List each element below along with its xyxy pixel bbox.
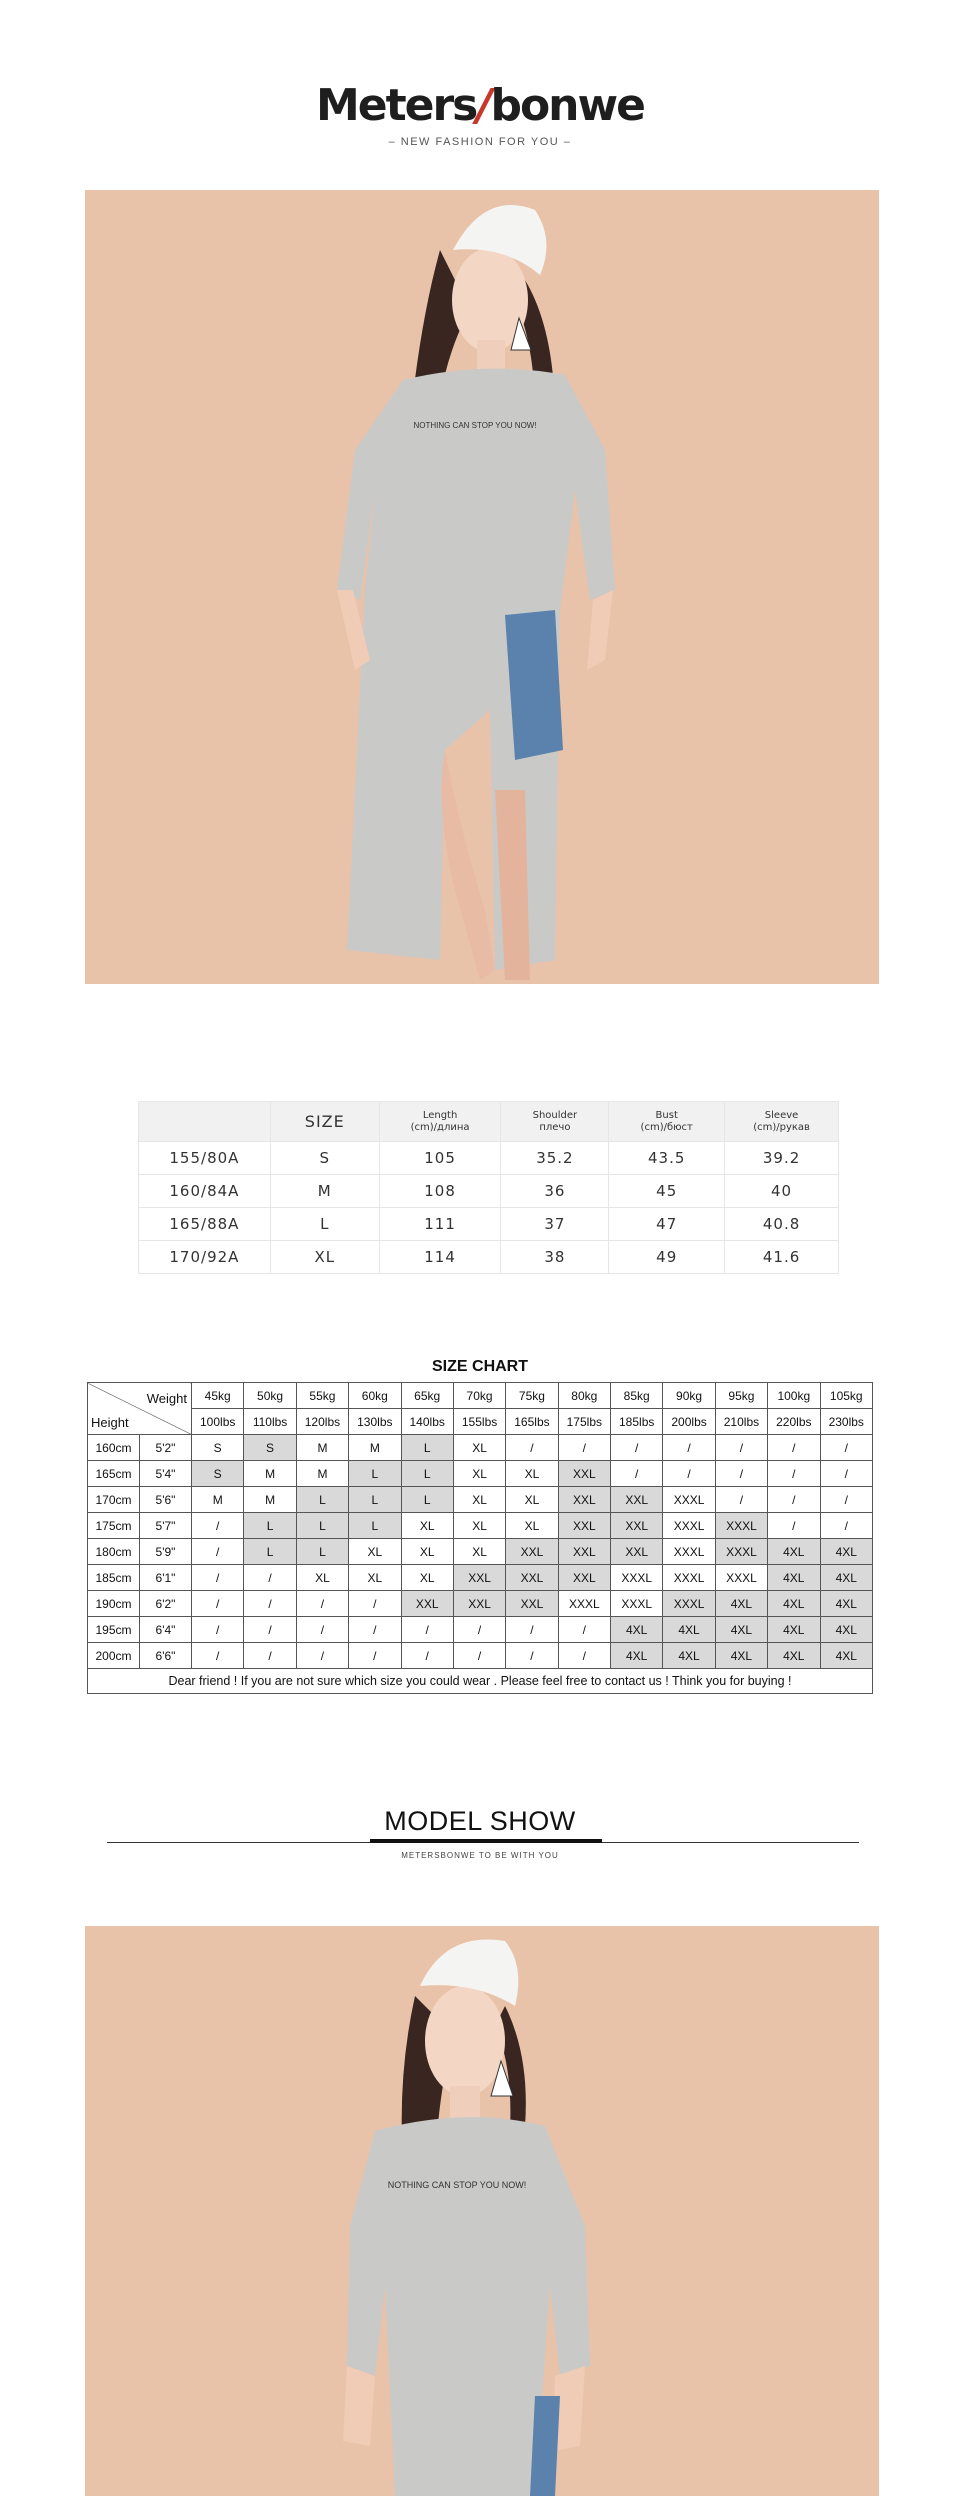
size-cell: XL [453, 1513, 505, 1539]
weight-kg-header: 55kg [296, 1383, 348, 1409]
size-cell: 4XL [820, 1643, 873, 1669]
size-chart-title: SIZE CHART [432, 1358, 528, 1375]
size-cell: / [506, 1617, 558, 1643]
cell-shoulder: 37 [501, 1208, 609, 1241]
size-cell: / [296, 1643, 348, 1669]
size-cell: XL [506, 1513, 558, 1539]
size-cell: / [820, 1513, 873, 1539]
size-cell: XL [401, 1565, 453, 1591]
weight-lbs-header: 165lbs [506, 1409, 558, 1435]
size-cell: L [244, 1539, 296, 1565]
table-row [88, 1643, 873, 1669]
table-row [88, 1539, 873, 1565]
size-cell: / [349, 1643, 401, 1669]
size-cell: / [715, 1435, 767, 1461]
size-cell: / [244, 1643, 296, 1669]
table-row [139, 1208, 839, 1241]
size-cell: / [506, 1435, 558, 1461]
size-cell: XL [401, 1539, 453, 1565]
measurement-table [138, 1101, 839, 1274]
cell-length: 114 [379, 1241, 501, 1274]
model-show-underline [370, 1839, 602, 1843]
height-label: Height [91, 1415, 129, 1430]
size-chart-kg-row [88, 1383, 873, 1409]
size-cell: XL [296, 1565, 348, 1591]
size-cell: M [349, 1435, 401, 1461]
size-cell: 4XL [768, 1617, 820, 1643]
height-ft-cell: 5'9" [140, 1539, 192, 1565]
size-cell: / [296, 1617, 348, 1643]
cell-model: 155/80A [139, 1142, 271, 1175]
size-cell: XXL [506, 1539, 558, 1565]
size-cell: 4XL [611, 1617, 663, 1643]
size-cell: XXXL [663, 1591, 715, 1617]
size-cell: XXXL [663, 1539, 715, 1565]
size-cell: 4XL [820, 1565, 873, 1591]
size-cell: XXL [558, 1461, 610, 1487]
cell-size: S [270, 1142, 379, 1175]
weight-kg-header: 70kg [453, 1383, 505, 1409]
size-cell: M [244, 1461, 296, 1487]
weight-kg-header: 60kg [349, 1383, 401, 1409]
cell-model: 170/92A [139, 1241, 271, 1274]
size-cell: / [296, 1591, 348, 1617]
size-cell: / [558, 1617, 610, 1643]
size-cell: / [715, 1487, 767, 1513]
cell-model: 160/84A [139, 1175, 271, 1208]
weight-lbs-header: 220lbs [768, 1409, 820, 1435]
height-cm-cell: 190cm [88, 1591, 140, 1617]
size-cell: / [244, 1617, 296, 1643]
weight-kg-header: 100kg [768, 1383, 820, 1409]
cell-length: 111 [379, 1208, 501, 1241]
size-cell: XXL [453, 1591, 505, 1617]
cell-bust: 43.5 [609, 1142, 725, 1175]
size-cell: / [192, 1643, 244, 1669]
height-ft-cell: 5'7" [140, 1513, 192, 1539]
size-cell: XXXL [558, 1591, 610, 1617]
size-cell: XXXL [715, 1539, 767, 1565]
size-cell: 4XL [768, 1643, 820, 1669]
size-cell: XXXL [715, 1565, 767, 1591]
size-cell: M [296, 1461, 348, 1487]
size-cell: / [244, 1591, 296, 1617]
table-row [139, 1241, 839, 1274]
height-cm-cell: 165cm [88, 1461, 140, 1487]
cell-shoulder: 38 [501, 1241, 609, 1274]
weight-kg-header: 95kg [715, 1383, 767, 1409]
cell-model: 165/88A [139, 1208, 271, 1241]
table-row [88, 1617, 873, 1643]
size-cell: / [192, 1591, 244, 1617]
table-row [88, 1435, 873, 1461]
header-cell-size: SIZE [270, 1102, 379, 1142]
size-cell: / [768, 1487, 820, 1513]
cell-length: 105 [379, 1142, 501, 1175]
size-cell: 4XL [663, 1643, 715, 1669]
model-show-subtitle: METERSBONWE TO BE WITH YOU [401, 1851, 559, 1860]
size-cell: XXL [611, 1539, 663, 1565]
size-chart-table [87, 1382, 873, 1694]
size-cell: XXXL [663, 1487, 715, 1513]
model-photo [85, 1926, 879, 2496]
size-cell: XXL [611, 1513, 663, 1539]
brand-logo[interactable] [0, 78, 960, 134]
cell-size: M [270, 1175, 379, 1208]
size-cell: 4XL [820, 1591, 873, 1617]
size-cell: 4XL [663, 1617, 715, 1643]
table-row [139, 1175, 839, 1208]
size-cell: / [244, 1565, 296, 1591]
size-cell: XXL [558, 1487, 610, 1513]
cell-bust: 45 [609, 1175, 725, 1208]
dress-print-text: NOTHING CAN STOP YOU NOW! [387, 2180, 527, 2190]
size-cell: S [192, 1461, 244, 1487]
size-cell: XL [453, 1435, 505, 1461]
header-cell-blank [139, 1102, 271, 1142]
weight-lbs-header: 175lbs [558, 1409, 610, 1435]
height-cm-cell: 200cm [88, 1643, 140, 1669]
height-ft-cell: 6'1" [140, 1565, 192, 1591]
size-chart-note-row [88, 1669, 873, 1694]
size-cell: / [768, 1435, 820, 1461]
size-cell: XXXL [663, 1513, 715, 1539]
size-cell: XXL [506, 1591, 558, 1617]
measurement-header-row [139, 1102, 839, 1142]
size-cell: M [244, 1487, 296, 1513]
size-cell: / [453, 1643, 505, 1669]
cell-bust: 47 [609, 1208, 725, 1241]
size-cell: XXXL [611, 1591, 663, 1617]
height-ft-cell: 6'6" [140, 1643, 192, 1669]
size-cell: / [820, 1461, 873, 1487]
size-cell: / [768, 1513, 820, 1539]
size-cell: / [558, 1435, 610, 1461]
size-cell: XXXL [715, 1513, 767, 1539]
dress-print-text: NOTHING CAN STOP YOU NOW! [413, 421, 537, 430]
size-cell: XXXL [663, 1565, 715, 1591]
size-cell: 4XL [768, 1539, 820, 1565]
size-cell: XL [401, 1513, 453, 1539]
weight-lbs-header: 210lbs [715, 1409, 767, 1435]
cell-sleeve: 40 [725, 1175, 839, 1208]
weight-lbs-header: 110lbs [244, 1409, 296, 1435]
logo-text-bonwe: bonwe [490, 80, 644, 131]
weight-kg-header: 50kg [244, 1383, 296, 1409]
weight-kg-header: 105kg [820, 1383, 873, 1409]
size-cell: L [349, 1487, 401, 1513]
size-cell: M [296, 1435, 348, 1461]
size-cell: L [401, 1461, 453, 1487]
height-cm-cell: 170cm [88, 1487, 140, 1513]
size-cell: L [296, 1487, 348, 1513]
size-cell: / [768, 1461, 820, 1487]
height-ft-cell: 5'4" [140, 1461, 192, 1487]
size-cell: XL [453, 1461, 505, 1487]
size-cell: / [820, 1487, 873, 1513]
size-cell: L [296, 1513, 348, 1539]
size-cell: L [401, 1435, 453, 1461]
size-cell: 4XL [715, 1643, 767, 1669]
cell-bust: 49 [609, 1241, 725, 1274]
weight-lbs-header: 130lbs [349, 1409, 401, 1435]
size-cell: / [453, 1617, 505, 1643]
table-row [88, 1487, 873, 1513]
size-cell: 4XL [820, 1539, 873, 1565]
size-cell: S [244, 1435, 296, 1461]
size-cell: / [349, 1591, 401, 1617]
size-cell: / [192, 1539, 244, 1565]
weight-kg-header: 75kg [506, 1383, 558, 1409]
size-cell: XXL [611, 1487, 663, 1513]
table-row [88, 1461, 873, 1487]
size-cell: XL [453, 1539, 505, 1565]
size-cell: XXL [453, 1565, 505, 1591]
size-cell: XL [349, 1539, 401, 1565]
size-cell: / [401, 1617, 453, 1643]
size-cell: L [401, 1487, 453, 1513]
size-cell: XXL [558, 1539, 610, 1565]
size-cell: 4XL [820, 1617, 873, 1643]
weight-lbs-header: 140lbs [401, 1409, 453, 1435]
logo-slash: / [476, 80, 491, 131]
size-cell: / [192, 1513, 244, 1539]
size-cell: L [244, 1513, 296, 1539]
weight-lbs-header: 185lbs [611, 1409, 663, 1435]
cell-sleeve: 39.2 [725, 1142, 839, 1175]
brand-tagline: – NEW FASHION FOR YOU – [388, 136, 572, 148]
weight-kg-header: 90kg [663, 1383, 715, 1409]
size-cell: / [663, 1461, 715, 1487]
size-cell: / [611, 1435, 663, 1461]
size-cell: S [192, 1435, 244, 1461]
weight-kg-header: 65kg [401, 1383, 453, 1409]
height-cm-cell: 180cm [88, 1539, 140, 1565]
model-show-title: MODEL SHOW [384, 1806, 576, 1836]
size-cell: 4XL [715, 1617, 767, 1643]
table-row [88, 1513, 873, 1539]
size-cell: / [715, 1461, 767, 1487]
size-cell: / [820, 1435, 873, 1461]
size-cell: L [349, 1513, 401, 1539]
product-photo-main [85, 190, 879, 984]
brand-header [0, 78, 960, 148]
weight-lbs-header: 100lbs [192, 1409, 244, 1435]
size-chart-lbs-row [88, 1409, 873, 1435]
height-cm-cell: 185cm [88, 1565, 140, 1591]
cell-sleeve: 41.6 [725, 1241, 839, 1274]
height-ft-cell: 6'2" [140, 1591, 192, 1617]
size-cell: / [506, 1643, 558, 1669]
size-cell: / [401, 1643, 453, 1669]
weight-lbs-header: 120lbs [296, 1409, 348, 1435]
size-cell: / [558, 1643, 610, 1669]
size-cell: L [349, 1461, 401, 1487]
cell-shoulder: 36 [501, 1175, 609, 1208]
size-cell: XL [506, 1487, 558, 1513]
table-row [88, 1591, 873, 1617]
size-cell: XXXL [611, 1565, 663, 1591]
size-chart-corner [88, 1383, 192, 1435]
cell-sleeve: 40.8 [725, 1208, 839, 1241]
size-cell: XXL [401, 1591, 453, 1617]
header-cell-length: Length (cm)/длина [379, 1102, 501, 1142]
height-cm-cell: 160cm [88, 1435, 140, 1461]
size-cell: / [611, 1461, 663, 1487]
weight-lbs-header: 230lbs [820, 1409, 873, 1435]
weight-kg-header: 80kg [558, 1383, 610, 1409]
weight-lbs-header: 155lbs [453, 1409, 505, 1435]
size-cell: 4XL [715, 1591, 767, 1617]
size-cell: / [349, 1617, 401, 1643]
weight-kg-header: 45kg [192, 1383, 244, 1409]
header-cell-sleeve: Sleeve (cm)/рукав [725, 1102, 839, 1142]
size-cell: XL [349, 1565, 401, 1591]
height-ft-cell: 6'4" [140, 1617, 192, 1643]
size-cell: 4XL [611, 1643, 663, 1669]
cell-length: 108 [379, 1175, 501, 1208]
cell-size: L [270, 1208, 379, 1241]
size-cell: / [663, 1435, 715, 1461]
height-cm-cell: 175cm [88, 1513, 140, 1539]
cell-shoulder: 35.2 [501, 1142, 609, 1175]
size-cell: XXL [558, 1513, 610, 1539]
header-cell-bust: Bust (cm)/бюст [609, 1102, 725, 1142]
size-cell: / [192, 1617, 244, 1643]
size-cell: L [296, 1539, 348, 1565]
table-row [88, 1565, 873, 1591]
size-cell: 4XL [768, 1591, 820, 1617]
cell-size: XL [270, 1241, 379, 1274]
size-cell: / [192, 1565, 244, 1591]
weight-kg-header: 85kg [611, 1383, 663, 1409]
height-ft-cell: 5'2" [140, 1435, 192, 1461]
header-cell-shoulder: Shoulder плечо [501, 1102, 609, 1142]
logo-text-meters: Meters [315, 80, 477, 131]
size-cell: XXL [506, 1565, 558, 1591]
size-cell: XXL [558, 1565, 610, 1591]
weight-lbs-header: 200lbs [663, 1409, 715, 1435]
size-cell: 4XL [768, 1565, 820, 1591]
size-cell: XL [453, 1487, 505, 1513]
size-chart-note: Dear friend ! If you are not sure which size you could wear . Please feel free to contact us ! Think you for buying ! [88, 1669, 873, 1694]
size-cell: XL [506, 1461, 558, 1487]
height-ft-cell: 5'6" [140, 1487, 192, 1513]
weight-label: Weight [146, 1391, 187, 1406]
size-cell: M [192, 1487, 244, 1513]
height-cm-cell: 195cm [88, 1617, 140, 1643]
table-row [139, 1142, 839, 1175]
